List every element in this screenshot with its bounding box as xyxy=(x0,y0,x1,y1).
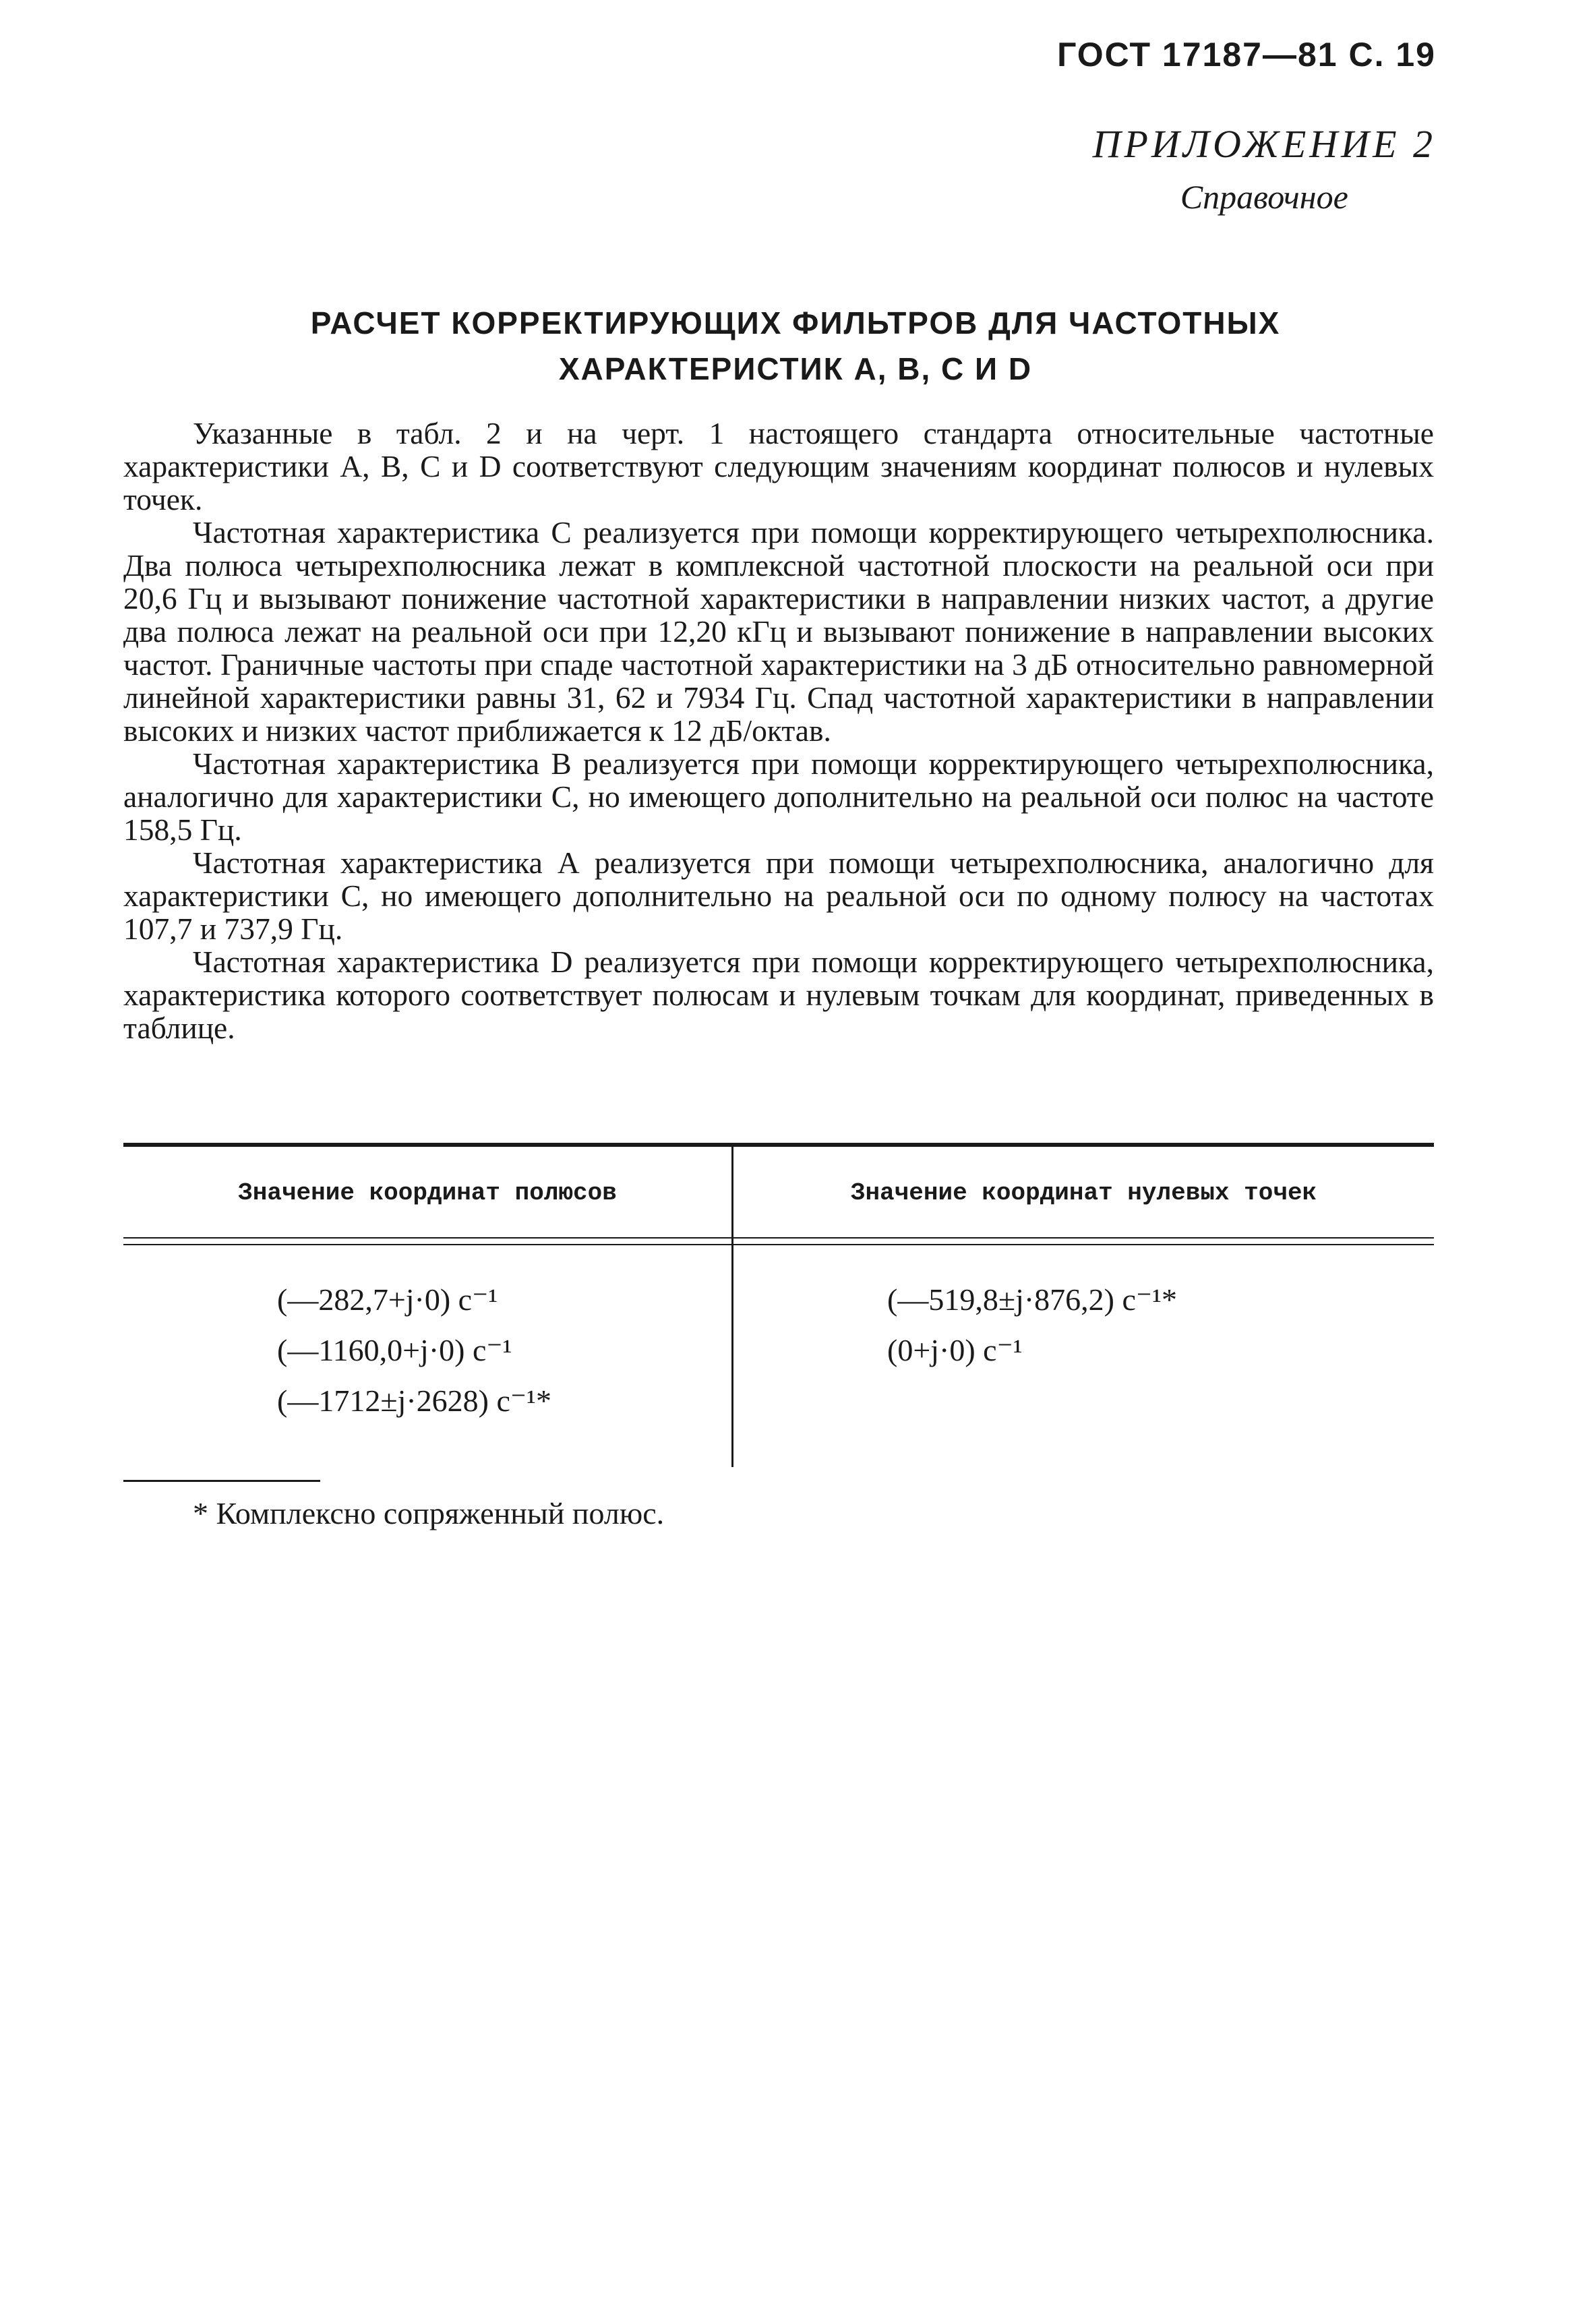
coordinates-table xyxy=(123,1143,1434,1480)
appendix-subtitle: Справочное xyxy=(1180,178,1348,216)
paragraph: Указанные в табл. 2 и на черт. 1 настоящего стандарта относительные частотные характеристики А, В, С и D соответствуют следующим значениям координат полюсов и нулевых точек. xyxy=(123,416,1434,516)
appendix-block xyxy=(1093,121,1436,216)
table-header-rule xyxy=(123,1244,1434,1245)
zero-value: (0+j·0) с⁻¹ xyxy=(887,1333,1023,1367)
table-top-rule xyxy=(123,1143,1434,1147)
zeros-cell xyxy=(887,1274,1177,1375)
poles-column-header: Значение координат полюсов xyxy=(238,1179,617,1207)
document-title xyxy=(121,300,1470,392)
pole-value: (—1160,0+j·0) с⁻¹ xyxy=(277,1333,512,1367)
footnote-rule xyxy=(123,1480,320,1482)
document-title-line-1: РАСЧЕТ КОРРЕКТИРУЮЩИХ ФИЛЬТРОВ ДЛЯ ЧАСТОТНЫХ xyxy=(310,305,1281,340)
page-header: ГОСТ 17187—81 С. 19 xyxy=(1057,36,1436,73)
document-title-line-2: ХАРАКТЕРИСТИК А, В, С И D xyxy=(558,351,1033,386)
table-header-rule xyxy=(123,1237,1434,1239)
paragraph: Частотная характеристика С реализуется при помощи корректирующего четырехполюсника. Два полюса четырехполюсника лежат в комплексной частотной плоскости на реальной оси при 20,6 Гц и вызывают понижение частотной характеристики в направлении низких частот, а другие два полюса лежат на реальной оси при 12,20 кГц и вызывают понижение в направлении высоких частот. Граничные частоты при спаде частотной характеристики на 3 дБ относительно равномерной линейной характеристики равны 31, 62 и 7934 Гц. Спад частотной характеристики в направлении высоких и низких частот приближается к 12 дБ/октав. xyxy=(123,515,1434,748)
paragraph: Частотная характеристика А реализуется при помощи четырехполюсника, аналогично для характеристики С, но имеющего дополнительно на реальной оси по одному полюсу на частотах 107,7 и 737,9 Гц. xyxy=(123,845,1434,946)
pole-value: (—282,7+j·0) с⁻¹ xyxy=(277,1282,498,1317)
paragraph: Частотная характеристика D реализуется при помощи корректирующего четырехполюсника, характеристика которого соответствует полюсам и нулевым точкам для координат, приведенных в таблице. xyxy=(123,945,1434,1045)
zero-value: (—519,8±j·876,2) с⁻¹* xyxy=(887,1282,1177,1317)
zeros-column-header: Значение координат нулевых точек xyxy=(850,1179,1317,1207)
body-text xyxy=(123,417,1434,1044)
appendix-title: ПРИЛОЖЕНИЕ 2 xyxy=(1092,122,1436,166)
pole-value: (—1712±j·2628) с⁻¹* xyxy=(277,1383,551,1418)
poles-cell xyxy=(277,1274,551,1426)
footnote: * Комплексно сопряженный полюс. xyxy=(193,1496,665,1530)
paragraph: Частотная характеристика В реализуется при помощи корректирующего четырехполюсника, аналогично для характеристики С, но имеющего дополнительно на реальной оси полюс на частоте 158,5 Гц. xyxy=(123,746,1434,847)
